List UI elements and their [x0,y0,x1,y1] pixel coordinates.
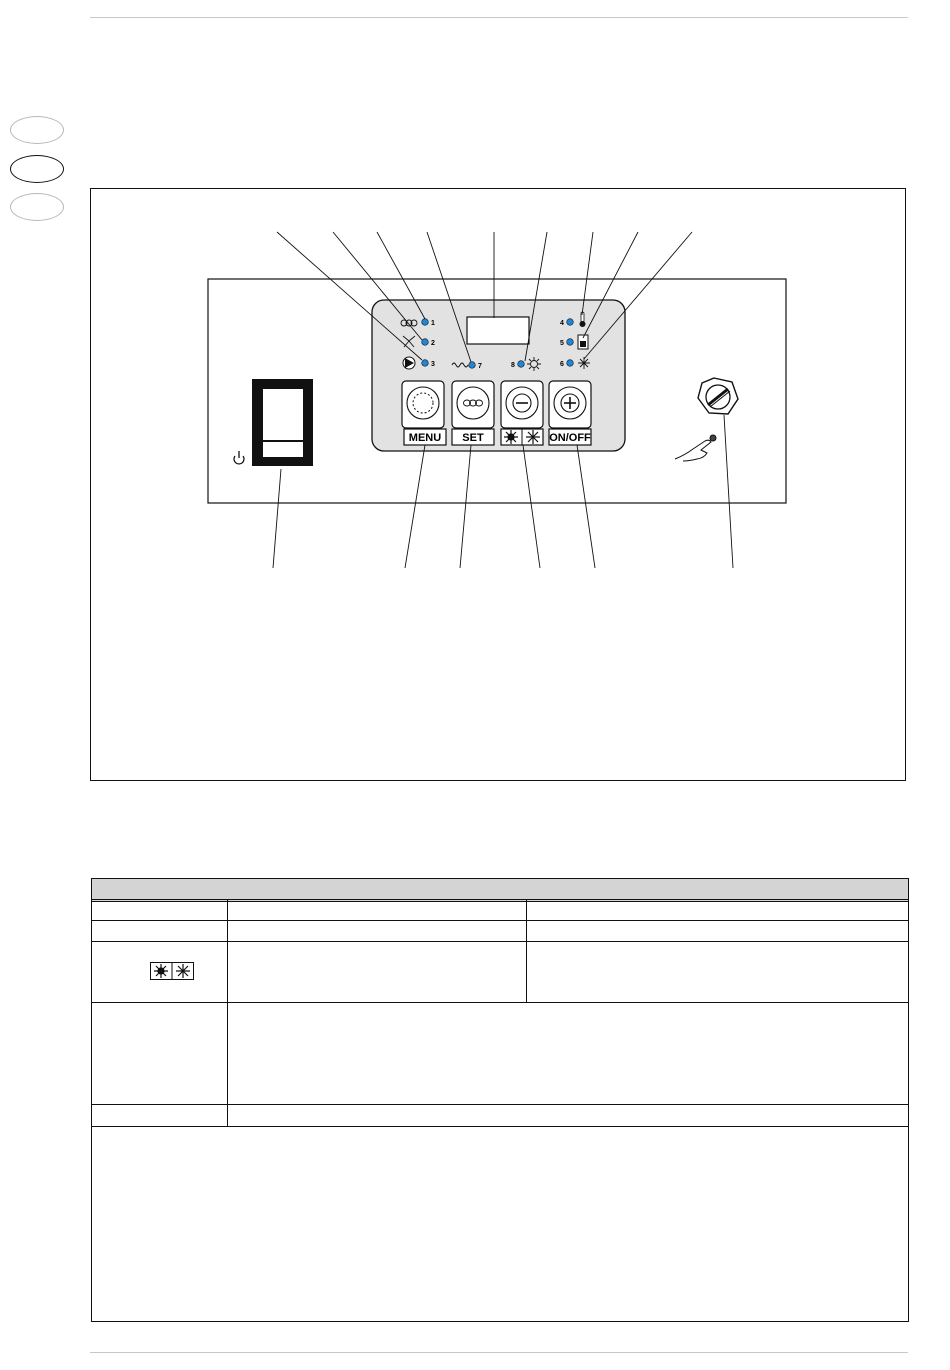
set-button[interactable] [452,381,494,445]
lang-option-1[interactable] [10,116,64,144]
sun-mode-icon [504,430,518,444]
col-divider [526,899,527,1002]
led-8-label: 8 [511,362,515,369]
row-divider [92,1002,908,1003]
control-panel-figure [90,188,906,781]
snow-mode-icon [526,430,540,444]
lang-option-2[interactable] [10,155,64,183]
pump-icon [403,357,415,369]
main-switch[interactable] [252,379,313,466]
led-7-label: 7 [478,363,482,370]
row-divider [92,941,908,942]
led-3-label: 3 [431,361,435,368]
led-1 [422,319,429,326]
led-5 [567,339,574,346]
led-1-label: 1 [431,320,435,327]
led-4 [567,319,574,326]
top-rule [90,17,908,18]
row-divider [92,899,908,900]
led-5-label: 5 [560,340,564,347]
menu-button-label: MENU [408,432,442,444]
col-divider [227,899,228,1126]
bottom-rule [90,1352,908,1353]
led-3 [422,360,429,367]
led-4-label: 4 [560,320,564,327]
set-button-label: SET [462,432,484,444]
row-divider [92,1104,908,1105]
row-divider [92,920,908,921]
led-7 [469,362,476,369]
power-icon [234,451,244,464]
plus-button[interactable] [549,381,591,445]
hand-press-icon [675,435,716,461]
minus-button[interactable] [501,381,543,445]
led-8 [518,361,525,368]
mode-switch-icon [150,962,194,980]
lang-option-3[interactable] [10,193,64,221]
led-2 [422,339,429,346]
led-6-label: 6 [560,361,564,368]
menu-button[interactable] [402,381,446,445]
display-screen [467,317,529,344]
onoff-button-label: ON/OFF [549,432,591,444]
reset-screw-icon[interactable] [698,378,738,414]
led-2-label: 2 [431,340,435,347]
description-table [91,878,909,1322]
row-divider [92,1126,908,1127]
figure-drawing [91,189,907,782]
led-6 [567,360,574,367]
